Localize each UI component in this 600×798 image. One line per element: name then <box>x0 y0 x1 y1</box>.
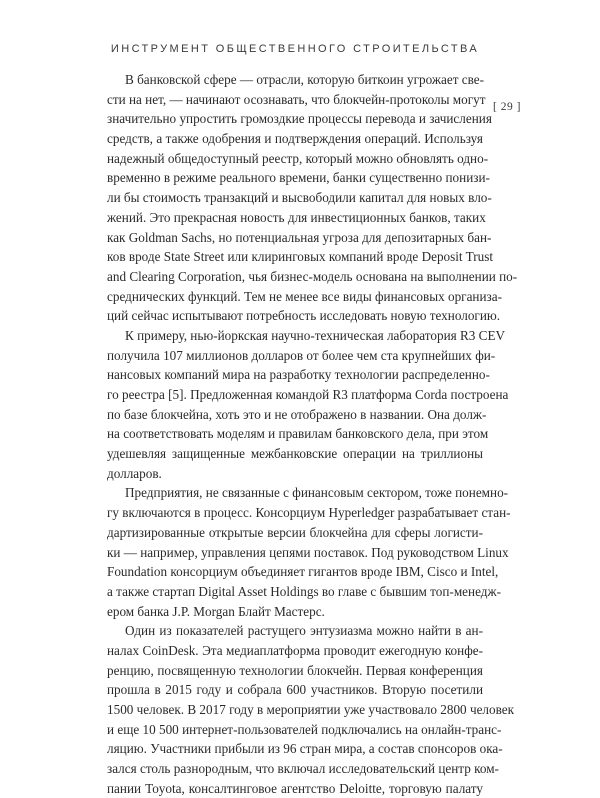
text-line: сти на нет, — начинают осознавать, что блокчейн-протоколы могут <box>107 91 486 107</box>
text-line: пании Toyota, консалтинговое агентство Deloitte, торговую палату <box>107 780 483 796</box>
text-line: ером банка J.P. Morgan Блайт Мастерс. <box>107 603 325 619</box>
text-line: а также стартап Digital Asset Holdings во главе с бывшим топ-менедж- <box>107 583 501 599</box>
text-line: значительно упростить громоздкие процессы перевода и зачисления <box>107 111 492 127</box>
text-line: и еще 10 500 интернет-пользователей подключались на онлайн-транс- <box>107 721 502 737</box>
text-line: по базе блокчейна, хоть это и не отображено в названии. Она долж- <box>107 406 487 422</box>
text-line: дартизированные открытые версии блокчейна для сферы логисти- <box>107 524 483 540</box>
text-line: го реестра [5]. Предложенная командой R3 платформа Corda построена <box>107 387 509 402</box>
text-line: ляцию. Участники прибыли из 96 стран мира, а состав спонсоров ока- <box>107 741 503 757</box>
text-line: получила 107 миллионов долларов от более чем ста крупнейших фи- <box>107 347 496 363</box>
text-line: надежный общедоступный реестр, который можно обновлять одно- <box>107 150 489 166</box>
text-line: ций сейчас испытывают потребность исследовать новую технологию. <box>107 308 501 324</box>
text-line: Foundation консорциум объединяет гигантов вроде IBM, Cisco и Intel, <box>107 564 499 580</box>
text-line: ли бы стоимость транзакций и высвободили капитал для новых вло- <box>107 190 492 206</box>
running-head: ИНСТРУМЕНТ ОБЩЕСТВЕННОГО СТРОИТЕЛЬСТВА <box>110 43 480 55</box>
text-line: как Goldman Sachs, но потенциальная угроза для депозитарных бан- <box>107 229 492 245</box>
paragraph-2 <box>107 326 509 484</box>
text-line: жений. Это прекрасная новость для инвестиционных банков, таких <box>107 209 486 225</box>
text-line: налах CoinDesk. Эта медиаплатформа проводит ежегодную конфе- <box>107 642 483 658</box>
text-line: средств, а также одобрения и подтверждения операций. Используя <box>107 131 483 147</box>
text-line: and Clearing Corporation, чья бизнес-модель основана на выполнении по- <box>107 268 518 284</box>
text-line: прошла в 2015 году и собрала 600 участников. Вторую посетили <box>107 682 483 698</box>
text-line: нансовых компаний мира на разработку технологии распределенно- <box>107 367 490 383</box>
text-line: на соответствовать моделям и правилам банковского дела, при этом <box>107 426 489 442</box>
text-line: долларов. <box>107 465 162 481</box>
text-line: Предприятия, не связанные с финансовым сектором, тоже понемно- <box>125 485 509 501</box>
text-line: В банковской сфере — отрасли, которую биткоин угрожает све- <box>125 72 485 87</box>
paragraph-3 <box>107 483 511 621</box>
text-line: гу включаются в процесс. Консорциум Hyperledger разрабатывает стан- <box>107 505 511 521</box>
text-line: ренцию, посвященную технологии блокчейн. Первая конференция <box>107 662 483 678</box>
text-line: К примеру, нью-йоркская научно-техническая лаборатория R3 CEV <box>125 327 506 343</box>
text-line: ков вроде State Street или клиринговых компаний вроде Deposit Trust <box>107 249 494 265</box>
text-line: 1500 человек. В 2017 году в мероприятии уже участвовало 2800 человек <box>107 702 515 717</box>
text-line: удешевляя защищенные межбанковские операции на триллионы <box>107 446 483 462</box>
text-line: Один из показателей растущего энтузиазма можно найти в ан- <box>125 623 483 639</box>
text-line: среднических функций. Тем не менее все виды финансовых организа- <box>107 288 503 304</box>
text-line: ки — например, управления цепями поставок. Под руководством Linux <box>107 544 509 560</box>
text-line: зался столь разнородным, что включал исследовательский центр ком- <box>107 761 499 777</box>
paragraph-4 <box>107 621 515 798</box>
page-number: [ 29 ] <box>493 101 521 113</box>
text-line: временно в режиме реального времени, банки существенно понизи- <box>107 170 490 186</box>
